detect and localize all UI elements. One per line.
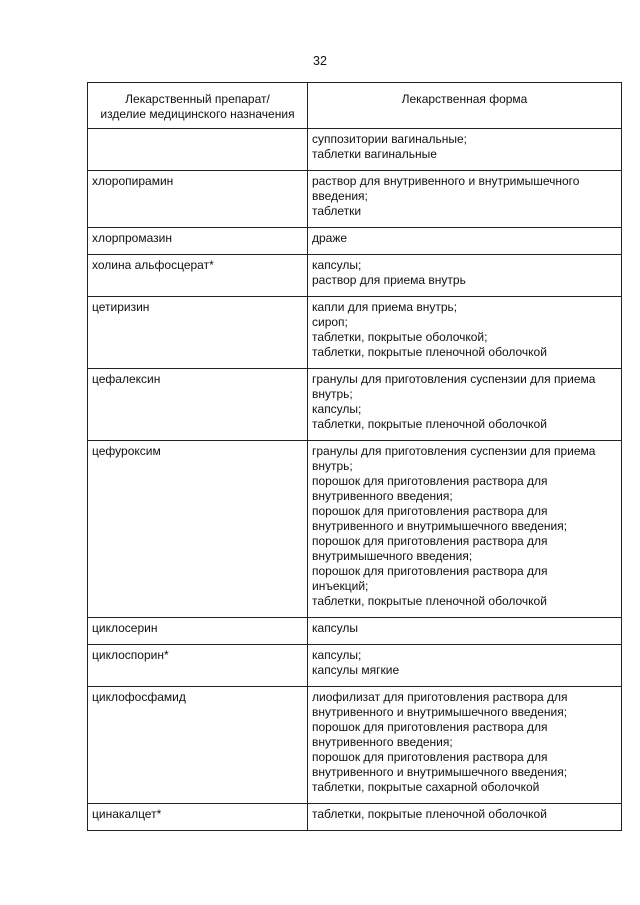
dosage-form-line: капсулы; [312,648,362,662]
dosage-form-line: гранулы для приготовления суспензии для приема [312,372,596,386]
dosage-form-cell [308,441,622,618]
dosage-form-line: внутривенного введения; [312,735,453,749]
drug-name-cell: циклофосфамид [88,687,308,804]
page-number: 32 [313,54,327,68]
header-drug-line: Лекарственный препарат/ [125,92,270,106]
dosage-form-cell [308,618,622,645]
dosage-form-cell [308,171,622,228]
drug-name-cell: цетиризин [88,297,308,369]
dosage-form-line: таблетки, покрытые пленочной оболочкой [312,594,547,608]
dosage-form-line: гранулы для приготовления суспензии для приема [312,444,596,458]
dosage-form-line: внутривенного и внутримышечного введения; [312,765,568,779]
table-row [88,228,622,255]
dosage-form-line: таблетки [312,204,362,218]
table-body [88,129,622,831]
dosage-form-line: внутривенного введения; [312,489,453,503]
drug-name-cell: цефуроксим [88,441,308,618]
dosage-form-cell [308,255,622,297]
dosage-form-line: раствор для внутривенного и внутримышечного [312,174,580,188]
dosage-form-line: лиофилизат для приготовления раствора для [312,690,568,704]
dosage-form-cell [308,687,622,804]
dosage-form-line: таблетки, покрытые пленочной оболочкой [312,345,547,359]
dosage-form-line: драже [312,231,348,245]
dosage-form-line: внутривенного и внутримышечного введения; [312,519,568,533]
dosage-form-cell [308,129,622,171]
dosage-form-line: порошок для приготовления раствора для [312,504,548,518]
drug-name-cell: хлоропирамин [88,171,308,228]
table-row [88,171,622,228]
table-row [88,804,622,831]
dosage-form-line: внутрь; [312,459,353,473]
drug-name-cell: цинакалцет* [88,804,308,831]
dosage-form-line: раствор для приема внутрь [312,273,466,287]
dosage-form-line: порошок для приготовления раствора для [312,720,548,734]
table-row [88,645,622,687]
dosage-form-cell [308,804,622,831]
drug-name-cell: холина альфосцерат* [88,255,308,297]
dosage-form-cell [308,369,622,441]
dosage-form-line: инъекций; [312,579,369,593]
dosage-form-line: внутримышечного введения; [312,549,473,563]
table-row [88,129,622,171]
dosage-form-cell [308,645,622,687]
drug-name-cell: циклосерин [88,618,308,645]
dosage-form-line: таблетки, покрытые пленочной оболочкой [312,417,547,431]
dosage-form-line: капсулы [312,621,359,635]
drug-name-cell: хлорпромазин [88,228,308,255]
dosage-form-line: порошок для приготовления раствора для [312,564,548,578]
table-header-row [88,83,622,129]
dosage-form-cell [308,228,622,255]
dosage-form-line: таблетки вагинальные [312,147,437,161]
table-row [88,441,622,618]
dosage-form-line: внутривенного и внутримышечного введения; [312,705,568,719]
dosage-form-line: порошок для приготовления раствора для [312,750,548,764]
dosage-form-line: сироп; [312,315,348,329]
table-row [88,255,622,297]
drug-name-cell: цефалексин [88,369,308,441]
dosage-form-line: суппозитории вагинальные; [312,132,467,146]
dosage-form-line: таблетки, покрытые сахарной оболочкой [312,780,540,794]
dosage-form-line: таблетки, покрытые пленочной оболочкой [312,807,547,821]
header-drug-line: изделие медицинского назначения [100,107,295,121]
table-row [88,297,622,369]
dosage-form-line: порошок для приготовления раствора для [312,534,548,548]
header-drug [88,83,308,129]
dosage-form-line: капсулы; [312,258,362,272]
drug-table [87,82,622,831]
drug-name-cell [88,129,308,171]
dosage-form-line: введения; [312,189,368,203]
dosage-form-line: порошок для приготовления раствора для [312,474,548,488]
dosage-form-line: капли для приема внутрь; [312,300,458,314]
table-row [88,369,622,441]
dosage-form-line: капсулы; [312,402,362,416]
table-row [88,687,622,804]
table-row [88,618,622,645]
dosage-form-cell [308,297,622,369]
dosage-form-line: капсулы мягкие [312,663,400,677]
drug-name-cell: циклоспорин* [88,645,308,687]
dosage-form-line: таблетки, покрытые оболочкой; [312,330,488,344]
header-form: Лекарственная форма [308,83,622,129]
dosage-form-line: внутрь; [312,387,353,401]
